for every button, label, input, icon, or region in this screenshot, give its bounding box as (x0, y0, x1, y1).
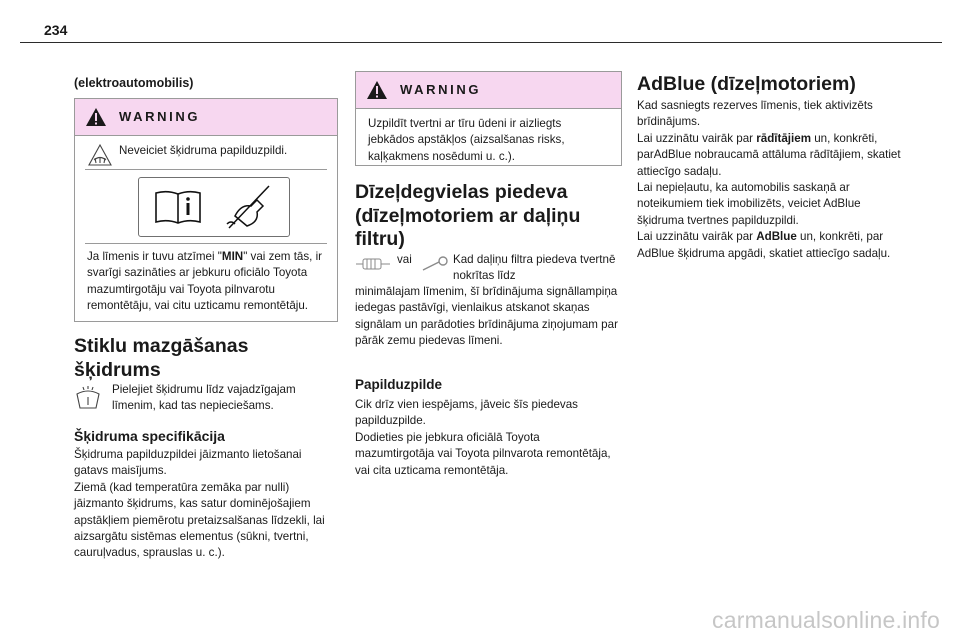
divider (85, 243, 327, 244)
ev-heading: (elektroautomobilis) (74, 76, 194, 90)
warning-triangle-icon (366, 80, 388, 100)
lamp-text-first: Kad daļiņu filtra piedeva tvertnē nokrītas līdz (453, 253, 616, 283)
service-wrench-icon (421, 256, 451, 272)
refill-title: Papilduzpilde (355, 377, 443, 392)
watermark: carmanualsonline.info (712, 607, 940, 633)
fluid-spec-title: Šķidruma specifikācija (74, 428, 225, 444)
lamp-text-rest: minimālajam līmenim, šī brīdinājuma signāllampiņa iedegas pastāvīgi, vienlaikus atskanot skaņas signālam un parādoties brīdinājuma ziņojumam par pārāk zemu piedevas līmeni. (355, 285, 618, 348)
windshield-washer-warning-icon (87, 143, 113, 169)
adblue-text: Kad sasniegts rezerves līmenis, tiek aktivizēts brīdinājums. Lai uzzinātu vairāk par rādītājiem un, konkrēti, parAdBlue nobraucamā attāluma rādītājiem, skatiet attiecīgo sadaļu. Lai nepieļautu, ka automobilis saskaņā ar noteikumiem tiek imobilizēts, veiciet AdBlue šķidruma tvertnes papilduzpildi. Lai uzzinātu vairāk par AdBlue un, konkrēti, par AdBlue šķidruma apgādi, skatiet attiecīgo sadaļu. (637, 99, 901, 260)
manual-book-icon (153, 189, 203, 225)
divider (85, 169, 327, 170)
pictogram-box (138, 177, 290, 237)
warning-header (75, 99, 337, 136)
washer-fluid-title: Stiklu mazgāšanas šķidrums (74, 335, 249, 381)
warning-triangle-icon (85, 107, 107, 127)
fluid-spec-text: Šķidruma papilduzpildei jāizmanto lietošanai gatavs maisījums. Ziemā (kad temperatūra zemāka par nulli) jāizmanto šķidrums, kas satur dominējošajiem apstākļiem piemērotu pretaizsalšanas līdzekli, lai aizsargātu sistēmas elementus (sūkni, tvertni, cauruļvadus, sprauslas u. c.). (74, 448, 325, 560)
warning-title: WARNING (119, 109, 201, 124)
warning-text: Uzpildīt tvertni ar tīru ūdeni ir aizliegts jebkādos apstākļos (aizsalšanas risks, kaļķakmens nosēdumi u. c.). (368, 117, 565, 163)
page-number: 234 (44, 22, 68, 38)
refill-text: Cik drīz vien iespējams, jāveic šīs piedevas papilduzpilde. Dodieties pie jebkura oficiālā Toyota mazumtirgotāja vai Toyota pilnvarota remontētāja, vai cita uzticama remontētāja. (355, 398, 611, 477)
warning-header (356, 72, 621, 109)
warning-text: Neveiciet šķidruma papilduzpildi. (119, 144, 288, 157)
warning-title: WARNING (400, 82, 482, 97)
adblue-title: AdBlue (dīzeļmotoriem) (637, 73, 856, 95)
top-rule (20, 42, 942, 43)
warning-note: Ja līmenis ir tuvu atzīmei "MIN" vai zem tās, ir svarīgi sazināties ar jebkuru oficiālo Toyota mazumtirgotāju vai Toyota pilnvarotu remontētāju, vai citu uzticamu remontētāju. (87, 250, 323, 313)
washer-fluid-icon (74, 384, 102, 410)
diesel-additive-title: Dīzeļdegvielas piedeva (dīzeļmotoriem ar daļiņu filtru) (355, 181, 581, 250)
vai-label: vai (397, 253, 412, 266)
warning-box-water (355, 71, 622, 166)
particle-filter-icon (355, 256, 391, 272)
washer-fluid-intro: Pielejiet šķidrumu līdz vajadzīgajam līmenim, kad tas nepieciešams. (112, 383, 296, 413)
warning-box-ev (74, 98, 338, 322)
no-refill-icon (223, 184, 275, 230)
